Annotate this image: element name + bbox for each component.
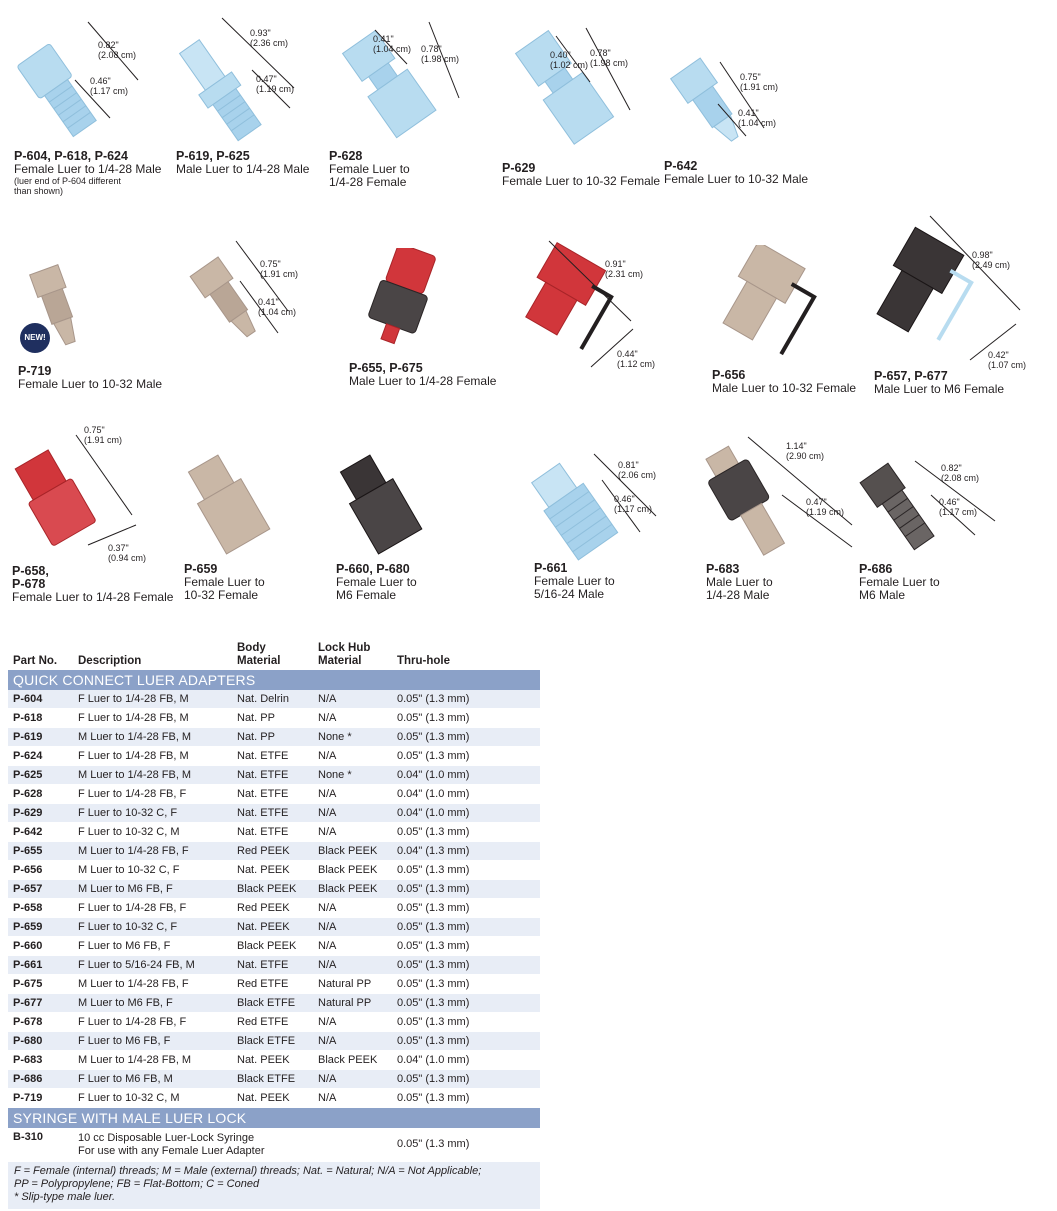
section-header-syringe <box>8 1108 540 1129</box>
cell-thru-hole: 0.05" (1.3 mm) <box>392 728 540 747</box>
cell-lock-hub-material: N/A <box>313 709 392 728</box>
adapter-image <box>345 248 485 358</box>
part-number: P-660, P-680 <box>336 562 410 576</box>
part-number: P-628 <box>329 149 363 163</box>
cell-body-material: Nat. Delrin <box>232 690 313 709</box>
col-thru-hole: Thru-hole <box>397 655 451 667</box>
cell-part-no: P-625 <box>8 766 73 785</box>
new-badge: NEW! <box>20 323 50 353</box>
adapter-image <box>10 10 160 150</box>
product-p655 <box>345 248 505 398</box>
cell-lock-hub-material: Black PEEK <box>313 842 392 861</box>
cell-thru-hole: 0.04" (1.0 mm) <box>392 766 540 785</box>
cell-thru-hole: 0.05" (1.3 mm) <box>392 1032 540 1051</box>
part-description: Female Luer to 1/4-28 Male <box>14 162 162 176</box>
cell-body-material: Red ETFE <box>232 1013 313 1032</box>
table-row <box>8 861 540 880</box>
dim-length: 0.78" (1.98 cm) <box>590 48 629 68</box>
dim-thread: 0.44" (1.12 cm) <box>617 349 656 369</box>
table-row <box>8 1089 540 1108</box>
cell-description <box>73 1128 392 1161</box>
product-p659 <box>180 445 330 610</box>
footnote-line: F = Female (internal) threads; M = Male (external) threads; Nat. = Natural; N/A = Not Applicable; <box>14 1165 482 1177</box>
cell-thru-hole: 0.05" (1.3 mm) <box>392 994 540 1013</box>
cell-description: F Luer to 10-32 C, M <box>73 1089 232 1108</box>
part-number: P-619, P-625 <box>176 149 250 163</box>
table-row <box>8 1051 540 1070</box>
cell-body-material: Nat. ETFE <box>232 747 313 766</box>
cell-lock-hub-material: N/A <box>313 690 392 709</box>
part-description: Female Luer to M6 Male <box>859 575 940 602</box>
adapter-image <box>530 450 690 570</box>
dim-length: 0.75" (1.91 cm) <box>260 259 299 279</box>
table-row <box>8 747 540 766</box>
cell-part-no: P-629 <box>8 804 73 823</box>
table-row <box>8 823 540 842</box>
cell-thru-hole: 0.05" (1.3 mm) <box>397 1138 470 1150</box>
cell-body-material: Nat. ETFE <box>232 823 313 842</box>
part-description: Female Luer to 10-32 Female <box>502 174 661 188</box>
dim-thread: 0.41" (1.04 cm) <box>258 297 297 317</box>
cell-part-no: P-624 <box>8 747 73 766</box>
part-description: Female Luer to 1/4-28 Female <box>329 162 410 189</box>
cell-part-no: P-619 <box>8 728 73 747</box>
table-row <box>8 937 540 956</box>
cell-body-material: Nat. ETFE <box>232 766 313 785</box>
part-note: (luer end of P-604 different than shown) <box>14 176 121 196</box>
product-p604 <box>10 10 170 210</box>
part-number: P-686 <box>859 562 893 576</box>
part-number: P-642 <box>664 159 698 173</box>
cell-lock-hub-material: None * <box>313 766 392 785</box>
table-row <box>8 880 540 899</box>
col-description: Description <box>78 655 142 667</box>
table-footnote <box>8 1162 540 1209</box>
dim-length: 0.82" (2.08 cm) <box>98 40 137 60</box>
cell-part-no: P-675 <box>8 975 73 994</box>
cell-description: M Luer to 1/4-28 FB, F <box>73 975 232 994</box>
cell-body-material: Red ETFE <box>232 975 313 994</box>
cell-description: M Luer to M6 FB, F <box>73 880 232 899</box>
cell-body-material: Black ETFE <box>232 1032 313 1051</box>
table-row <box>8 728 540 747</box>
cell-description: M Luer to 1/4-28 FB, M <box>73 766 232 785</box>
part-description: Female Luer to 5/16-24 Male <box>534 574 615 601</box>
cell-body-material: Nat. PEEK <box>232 861 313 880</box>
section-header-luer-adapters <box>8 670 540 690</box>
section-title: QUICK CONNECT LUER ADAPTERS <box>8 670 540 690</box>
cell-lock-hub-material: N/A <box>313 1032 392 1051</box>
product-p719-dims <box>180 235 340 355</box>
cell-description: M Luer to M6 FB, F <box>73 994 232 1013</box>
cell-body-material: Nat. PEEK <box>232 1089 313 1108</box>
cell-body-material: Black PEEK <box>232 880 313 899</box>
part-description: Male Luer to 1/4-28 Male <box>706 575 773 602</box>
cell-lock-hub-material: Black PEEK <box>313 1051 392 1070</box>
cell-thru-hole: 0.04" (1.3 mm) <box>392 842 540 861</box>
table-row <box>8 709 540 728</box>
product-p619 <box>172 10 322 190</box>
syringe-desc-line1: 10 cc Disposable Luer-Lock Syringe <box>78 1131 255 1144</box>
dim-thread: 0.47" (1.19 cm) <box>806 497 845 517</box>
adapter-image <box>498 10 658 160</box>
cell-thru-hole: 0.05" (1.3 mm) <box>392 937 540 956</box>
part-number: P-604, P-618, P-624 <box>14 149 128 163</box>
cell-thru-hole: 0.05" (1.3 mm) <box>392 1013 540 1032</box>
cell-lock-hub-material: N/A <box>313 785 392 804</box>
dim-length: 0.93" (2.36 cm) <box>250 28 289 48</box>
adapter-image <box>332 445 452 555</box>
cell-description: F Luer to 1/4-28 FB, M <box>73 709 232 728</box>
cell-description: F Luer to M6 FB, F <box>73 1032 232 1051</box>
cell-part-no: P-655 <box>8 842 73 861</box>
section-title: SYRINGE WITH MALE LUER LOCK <box>8 1108 540 1129</box>
part-number: P-661 <box>534 561 568 575</box>
cell-part-no: P-618 <box>8 709 73 728</box>
part-number: P-655, P-675 <box>349 361 423 375</box>
product-p656 <box>708 245 868 405</box>
dim-length: 0.78" (1.98 cm) <box>421 44 460 64</box>
cell-part-no: P-604 <box>8 690 73 709</box>
cell-part-no: P-661 <box>8 956 73 975</box>
cell-description: F Luer to 1/4-28 FB, F <box>73 785 232 804</box>
product-p660 <box>332 445 492 610</box>
adapter-image <box>870 212 1040 372</box>
cell-description: F Luer to 10-32 C, M <box>73 823 232 842</box>
table-row <box>8 918 540 937</box>
table-header-row <box>8 640 540 670</box>
product-p683 <box>702 435 862 610</box>
cell-description: F Luer to 5/16-24 FB, M <box>73 956 232 975</box>
footnote-line: PP = Polypropylene; FB = Flat-Bottom; C = Coned <box>14 1178 260 1190</box>
dim-luer: 0.40" (1.02 cm) <box>550 50 589 70</box>
product-p719 <box>14 255 174 405</box>
part-description: Female Luer to 10-32 Male <box>18 377 163 391</box>
part-number: P-659 <box>184 562 218 576</box>
part-description: Male Luer to M6 Female <box>874 382 1005 396</box>
part-number: P-656 <box>712 368 746 382</box>
cell-thru-hole: 0.05" (1.3 mm) <box>392 899 540 918</box>
cell-description: F Luer to 10-32 C, F <box>73 918 232 937</box>
part-description: Female Luer to 10-32 Female <box>184 575 265 602</box>
part-number: P-658, P-678 <box>12 564 49 591</box>
cell-thru-hole: 0.05" (1.3 mm) <box>392 1070 540 1089</box>
part-description: Male Luer to 1/4-28 Male <box>176 162 310 176</box>
part-description: Male Luer to 1/4-28 Female <box>349 374 497 388</box>
cell-body-material: Nat. PEEK <box>232 918 313 937</box>
cell-part-no: P-657 <box>8 880 73 899</box>
cell-part-no: P-686 <box>8 1070 73 1089</box>
cell-thru-hole: 0.05" (1.3 mm) <box>392 747 540 766</box>
cell-lock-hub-material: N/A <box>313 1013 392 1032</box>
cell-description: M Luer to 1/4-28 FB, M <box>73 1051 232 1070</box>
product-p642 <box>660 10 820 200</box>
cell-part-no: P-680 <box>8 1032 73 1051</box>
cell-thru-hole: 0.05" (1.3 mm) <box>392 861 540 880</box>
adapter-image <box>180 235 330 355</box>
part-description: Female Luer to M6 Female <box>336 575 417 602</box>
cell-body-material: Black ETFE <box>232 994 313 1013</box>
dim-thread: 0.41" (1.04 cm) <box>738 108 777 128</box>
cell-part-no: P-719 <box>8 1089 73 1108</box>
dim-length: 0.81" (2.06 cm) <box>618 460 657 480</box>
part-description: Female Luer to 1/4-28 Female <box>12 590 174 604</box>
dim-length: 0.75" (1.91 cm) <box>740 72 779 92</box>
adapter-image <box>325 10 485 150</box>
table-row <box>8 994 540 1013</box>
cell-part-no: P-656 <box>8 861 73 880</box>
cell-lock-hub-material: N/A <box>313 823 392 842</box>
cell-lock-hub-material: N/A <box>313 747 392 766</box>
dim-length: 0.75" (1.91 cm) <box>84 425 123 445</box>
cell-thru-hole: 0.05" (1.3 mm) <box>392 975 540 994</box>
cell-body-material: Nat. PP <box>232 728 313 747</box>
adapter-image <box>180 445 300 555</box>
cell-part-no: P-678 <box>8 1013 73 1032</box>
part-description: Female Luer to 10-32 Male <box>664 172 809 186</box>
cell-thru-hole: 0.05" (1.3 mm) <box>392 709 540 728</box>
cell-lock-hub-material: Natural PP <box>313 994 392 1013</box>
cell-description: F Luer to 1/4-28 FB, M <box>73 747 232 766</box>
cell-thru-hole: 0.05" (1.3 mm) <box>392 956 540 975</box>
cell-thru-hole: 0.05" (1.3 mm) <box>392 880 540 899</box>
table-row <box>8 785 540 804</box>
cell-lock-hub-material: N/A <box>313 937 392 956</box>
cell-description: M Luer to 1/4-28 FB, F <box>73 842 232 861</box>
part-number: P-683 <box>706 562 740 576</box>
cell-part-no: P-659 <box>8 918 73 937</box>
part-number: P-657, P-677 <box>874 369 948 383</box>
table-row <box>8 899 540 918</box>
table-row <box>8 1070 540 1089</box>
dim-thread: 0.37" (0.94 cm) <box>108 543 147 563</box>
dim-thread: 0.46" (1.17 cm) <box>614 494 653 514</box>
cell-thru-hole: 0.04" (1.0 mm) <box>392 1051 540 1070</box>
cell-description: F Luer to 1/4-28 FB, F <box>73 899 232 918</box>
product-p661 <box>530 450 700 610</box>
table-row <box>8 975 540 994</box>
cell-body-material: Nat. PP <box>232 709 313 728</box>
cell-description: F Luer to M6 FB, F <box>73 937 232 956</box>
cell-thru-hole: 0.05" (1.3 mm) <box>392 690 540 709</box>
dim-thread: 0.46" (1.17 cm) <box>939 497 978 517</box>
cell-body-material: Red PEEK <box>232 899 313 918</box>
table-row <box>8 1128 540 1161</box>
part-number: P-629 <box>502 161 536 175</box>
dim-thread: 0.47" (1.19 cm) <box>256 74 295 94</box>
cell-lock-hub-material: N/A <box>313 899 392 918</box>
cell-body-material: Nat. ETFE <box>232 956 313 975</box>
product-p629 <box>498 10 661 200</box>
cell-thru-hole: 0.05" (1.3 mm) <box>392 823 540 842</box>
cell-lock-hub-material: N/A <box>313 804 392 823</box>
table-row <box>8 804 540 823</box>
cell-lock-hub-material: Black PEEK <box>313 861 392 880</box>
cell-description: F Luer to 1/4-28 FB, F <box>73 1013 232 1032</box>
table-row <box>8 690 540 709</box>
cell-lock-hub-material: N/A <box>313 1089 392 1108</box>
product-p658 <box>8 425 178 610</box>
table-row <box>8 766 540 785</box>
cell-lock-hub-material: N/A <box>313 918 392 937</box>
cell-description: F Luer to M6 FB, M <box>73 1070 232 1089</box>
col-part-no: Part No. <box>13 655 58 667</box>
cell-description: M Luer to 1/4-28 FB, M <box>73 728 232 747</box>
dim-length: 0.98" (2.49 cm) <box>972 250 1011 270</box>
table-row <box>8 842 540 861</box>
cell-body-material: Nat. ETFE <box>232 785 313 804</box>
cell-body-material: Black ETFE <box>232 1070 313 1089</box>
table-row <box>8 1032 540 1051</box>
cell-part-no: B-310 <box>13 1131 43 1143</box>
cell-lock-hub-material: Natural PP <box>313 975 392 994</box>
cell-part-no: P-683 <box>8 1051 73 1070</box>
dim-thread: 0.42" (1.07 cm) <box>988 350 1027 370</box>
adapter-image <box>708 245 858 365</box>
table-row <box>8 956 540 975</box>
cell-body-material: Nat. PEEK <box>232 1051 313 1070</box>
col-lock-hub-material: Lock Hub Material <box>318 642 371 667</box>
cell-thru-hole: 0.05" (1.3 mm) <box>392 918 540 937</box>
cell-body-material: Black PEEK <box>232 937 313 956</box>
cell-thru-hole: 0.04" (1.0 mm) <box>392 785 540 804</box>
adapter-image <box>855 455 1015 565</box>
cell-body-material: Red PEEK <box>232 842 313 861</box>
product-p686 <box>855 455 1025 610</box>
dim-thread: 0.46" (1.17 cm) <box>90 76 129 96</box>
cell-part-no: P-677 <box>8 994 73 1013</box>
adapter-image <box>660 10 810 160</box>
part-number: P-719 <box>18 364 52 378</box>
cell-description: M Luer to 10-32 C, F <box>73 861 232 880</box>
cell-lock-hub-material: Black PEEK <box>313 880 392 899</box>
part-description: Male Luer to 10-32 Female <box>712 381 857 395</box>
cell-description: F Luer to 10-32 C, F <box>73 804 232 823</box>
cell-lock-hub-material: None * <box>313 728 392 747</box>
dim-length: 1.14" (2.90 cm) <box>786 441 825 461</box>
dim-luer: 0.41" (1.04 cm) <box>373 34 412 54</box>
cell-part-no: P-628 <box>8 785 73 804</box>
spec-table <box>8 640 540 1161</box>
dim-length: 0.82" (2.08 cm) <box>941 463 980 483</box>
cell-part-no: P-642 <box>8 823 73 842</box>
syringe-desc-line2: For use with any Female Luer Adapter <box>78 1144 265 1157</box>
cell-thru-hole: 0.04" (1.0 mm) <box>392 804 540 823</box>
product-p628 <box>325 10 490 200</box>
adapter-image <box>172 10 322 150</box>
cell-lock-hub-material: N/A <box>313 1070 392 1089</box>
product-p657 <box>870 212 1055 407</box>
cell-body-material: Nat. ETFE <box>232 804 313 823</box>
cell-thru-hole: 0.05" (1.3 mm) <box>392 1089 540 1108</box>
cell-lock-hub-material: N/A <box>313 956 392 975</box>
product-p655-dims <box>505 235 675 385</box>
table-row <box>8 1013 540 1032</box>
cell-description: F Luer to 1/4-28 FB, M <box>73 690 232 709</box>
cell-part-no: P-660 <box>8 937 73 956</box>
dim-length: 0.91" (2.31 cm) <box>605 259 644 279</box>
col-body-material: Body Material <box>237 642 281 667</box>
footnote-line: * Slip-type male luer. <box>14 1191 116 1203</box>
cell-part-no: P-658 <box>8 899 73 918</box>
